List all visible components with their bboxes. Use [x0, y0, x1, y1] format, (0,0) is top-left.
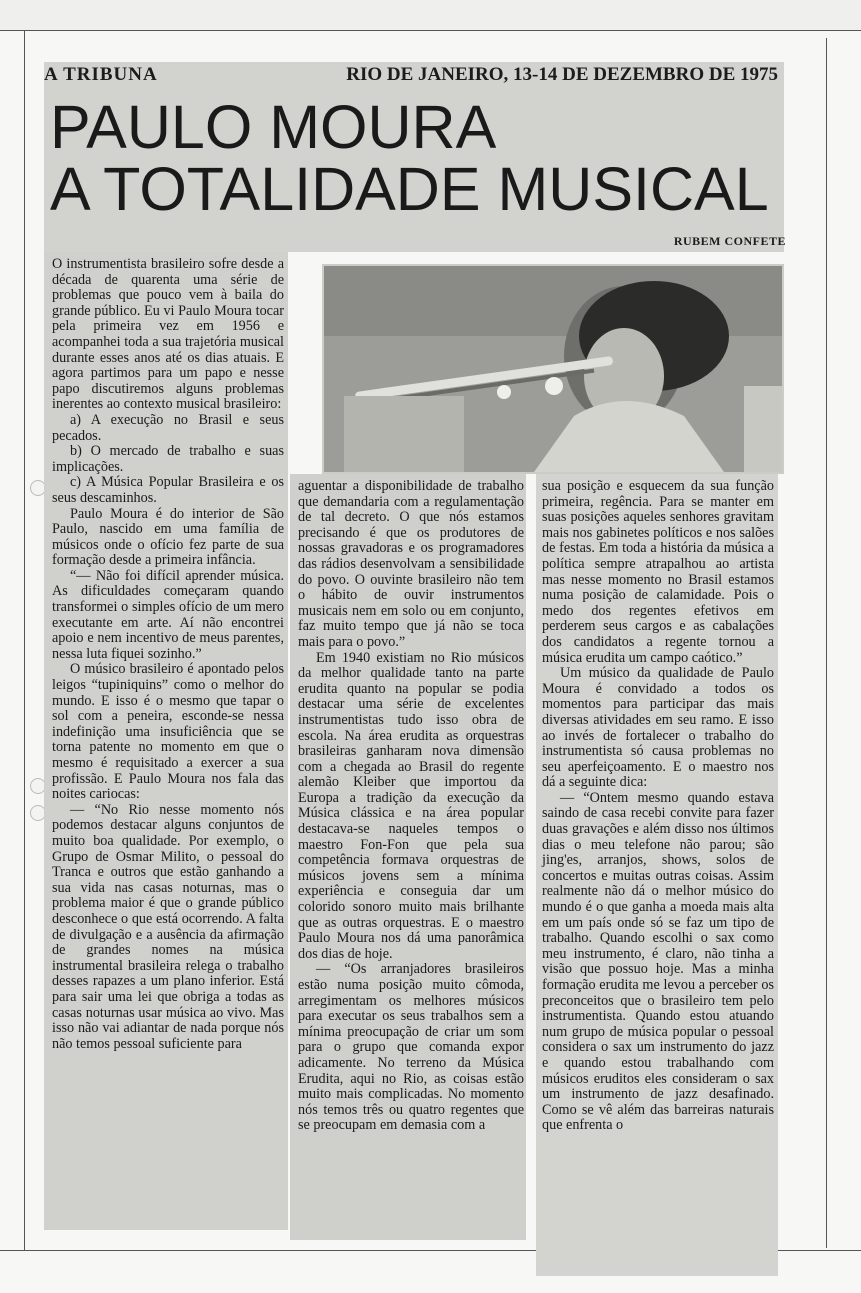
- article-column-2: [298, 479, 524, 1134]
- article-column-1: [52, 257, 284, 1052]
- musician-photo: [324, 266, 782, 472]
- paragraph: b) O mercado de trabalho e suas implicações.: [52, 443, 284, 475]
- page-border: [826, 38, 827, 1248]
- paragraph: sua posição e esquecem da sua função primeira, regência. Para se manter em suas posições aqueles senhores gravitam mais nos gabinetes políticos e nos salões de festas. Em toda a história da música a política sempre atrapalhou ao artista mas nesse momento no Brasil estamos numa posição de calamidade. Pois o medo dos regentes efetivos em perderem seus cargos e as cabalações dos candidatos a regente tornou a música erudita um campo caótico.”: [542, 478, 774, 666]
- paragraph: “— Não foi difícil aprender música. As dificuldades começaram quando transformei o simples ofício de um mero executante em arte. Aí não encontrei apoio e nem incentivo de meus parentes, nessa luta fiquei sozinho.”: [52, 567, 284, 662]
- paragraph: — “Ontem mesmo quando estava saindo de casa recebi convite para fazer duas gravações e além disso nos últimos dias o meu telefone não parou; são jing'es, arranjos, shows, solos de concertos e muitas outras coisas. Assim realmente não dá o melhor músico do mundo é o que ganha a moeda mais alta em um país onde só se faz um tipo de trabalho. Quando escolhi o sax como meu instrumento, é claro, não tinha a visão que possuo hoje. Mas a minha formação erudita me levou a perceber os preconceitos que o brasileiro tem pelo instrumentista. Quando estou atuando num grupo de música popular o pessoal considera o sax um instrumento do jazz e quando estou trabalhando com músicos eruditos eles consideram o sax um instrumento de jazz desafinado. Como se vê além das barreiras naturais que enfrenta o: [542, 789, 774, 1134]
- headline-line-1: PAULO MOURA: [50, 93, 497, 161]
- article-column-3: [542, 479, 774, 1134]
- headline-line-2: A TOTALIDADE MUSICAL: [50, 155, 769, 223]
- paragraph: a) A execução no Brasil e seus pecados.: [52, 411, 284, 444]
- paragraph: O instrumentista brasileiro sofre desde a década de quarenta uma série de problemas que pouco vem à baila do grande público. Eu vi Paulo Moura tocar pela primeira vez em 1956 e acompanhei toda a sua trajetória musical durante esses anos até os dias atuais. E agora partimos para um papo e nesse papo discutiremos alguns problemas inerentes ao contexto musical brasileiro:: [52, 256, 284, 413]
- headline: [50, 93, 780, 223]
- page-border: [24, 30, 25, 1250]
- paragraph: Paulo Moura é do interior de São Paulo, nascido em uma família de músicos onde o ofício fez parte de sua formação desde a primeira infância.: [52, 505, 284, 569]
- paragraph: Um músico da qualidade de Paulo Moura é convidado a todos os momentos para participar das mais diversas atividades em seu ramo. E isso ao invés de fortalecer o trabalho do instrumentista só causa problemas no seu aperfeiçoamento. E o maestro nos dá a seguinte dica:: [542, 665, 774, 791]
- newspaper-name: A TRIBUNA: [44, 64, 158, 85]
- paragraph: O músico brasileiro é apontado pelos leigos “tupiniquins” como o melhor do mundo. E isso é o mesmo que tapar o sol com a peneira, esconde-se nessa indefinição uma insuficiência que se torna patente no momento em que o mesmo é requisitado a exercer a sua profissão. E Paulo Moura nos fala das noites cariocas:: [52, 661, 284, 803]
- paragraph: — “No Rio nesse momento nós podemos destacar alguns conjuntos de muito boa qualidade. Por exemplo, o Grupo de Osmar Milito, o pessoal do Tranca e outros que estão ganhando a sua vida nas casas noturnas, mas o problema maior é que o grande público desconhece o que está ocorrendo. A falta de divulgação e a ausência da afirmação de grandes nomes na música instrumental brasileira relega o trabalho desses rapazes a um plano inferior. Está para sair uma lei que obriga a todas as casas noturnas usar música ao vivo. Mas isso não vai adiantar de nada porque nós não temos pessoal suficiente para: [52, 801, 284, 1052]
- page-margin: [0, 0, 861, 30]
- page-border: [0, 30, 861, 31]
- musician-photo-illustration: [324, 266, 782, 472]
- paragraph: c) A Música Popular Brasileira e os seus descaminhos.: [52, 474, 284, 506]
- paragraph: — “Os arranjadores brasileiros estão numa posição muito cômoda, arregimentam os melhores músicos para executar os seus trabalhos sem a mínima preocupação de criar um som para o grupo que comanda expor adicamente. No terreno da Música Erudita, aqui no Rio, as coisas estão muito mais complicadas. No momento nós temos três ou quatro regentes que se preocupam em demasia com a: [298, 961, 524, 1134]
- byline: RUBEM CONFETE: [673, 234, 786, 248]
- dateline: RIO DE JANEIRO, 13-14 DE DEZEMBRO DE 1975: [346, 64, 778, 85]
- paragraph: Em 1940 existiam no Rio músicos da melhor qualidade tanto na parte erudita quanto na popular se podia destacar uma série de excelentes instrumentistas tudo isso obra de escola. Na área erudita as orquestras brasileiras ganharam nova dimensão com a chegada ao Brasil do regente alemão Kleiber que importou da Europa a tradição da execução da Música clássica e na área popular destacava-se naqueles tempos o maestro Fon-Fon que pela sua competência formava orquestras de músicos jovens sem a mínima experiência e conseguia dar um colorido sonoro muito mais brilhante que as outras orquestras. E o maestro Paulo Moura nos dá uma panorâmica dos dias de hoje.: [298, 649, 524, 962]
- paragraph: aguentar a disponibilidade de trabalho que demandaria com a regulamentação de tal decreto. O que nós estamos precisando é que os produtores de nossas gravadoras e os programadores das rádios desenvolvam a sensibilidade do povo. O ouvinte brasileiro não tem o hábito de ouvir instrumentos musicais nem em solo ou em conjunto, faz muito tempo que já não se toca mais para o povo.”: [298, 478, 524, 650]
